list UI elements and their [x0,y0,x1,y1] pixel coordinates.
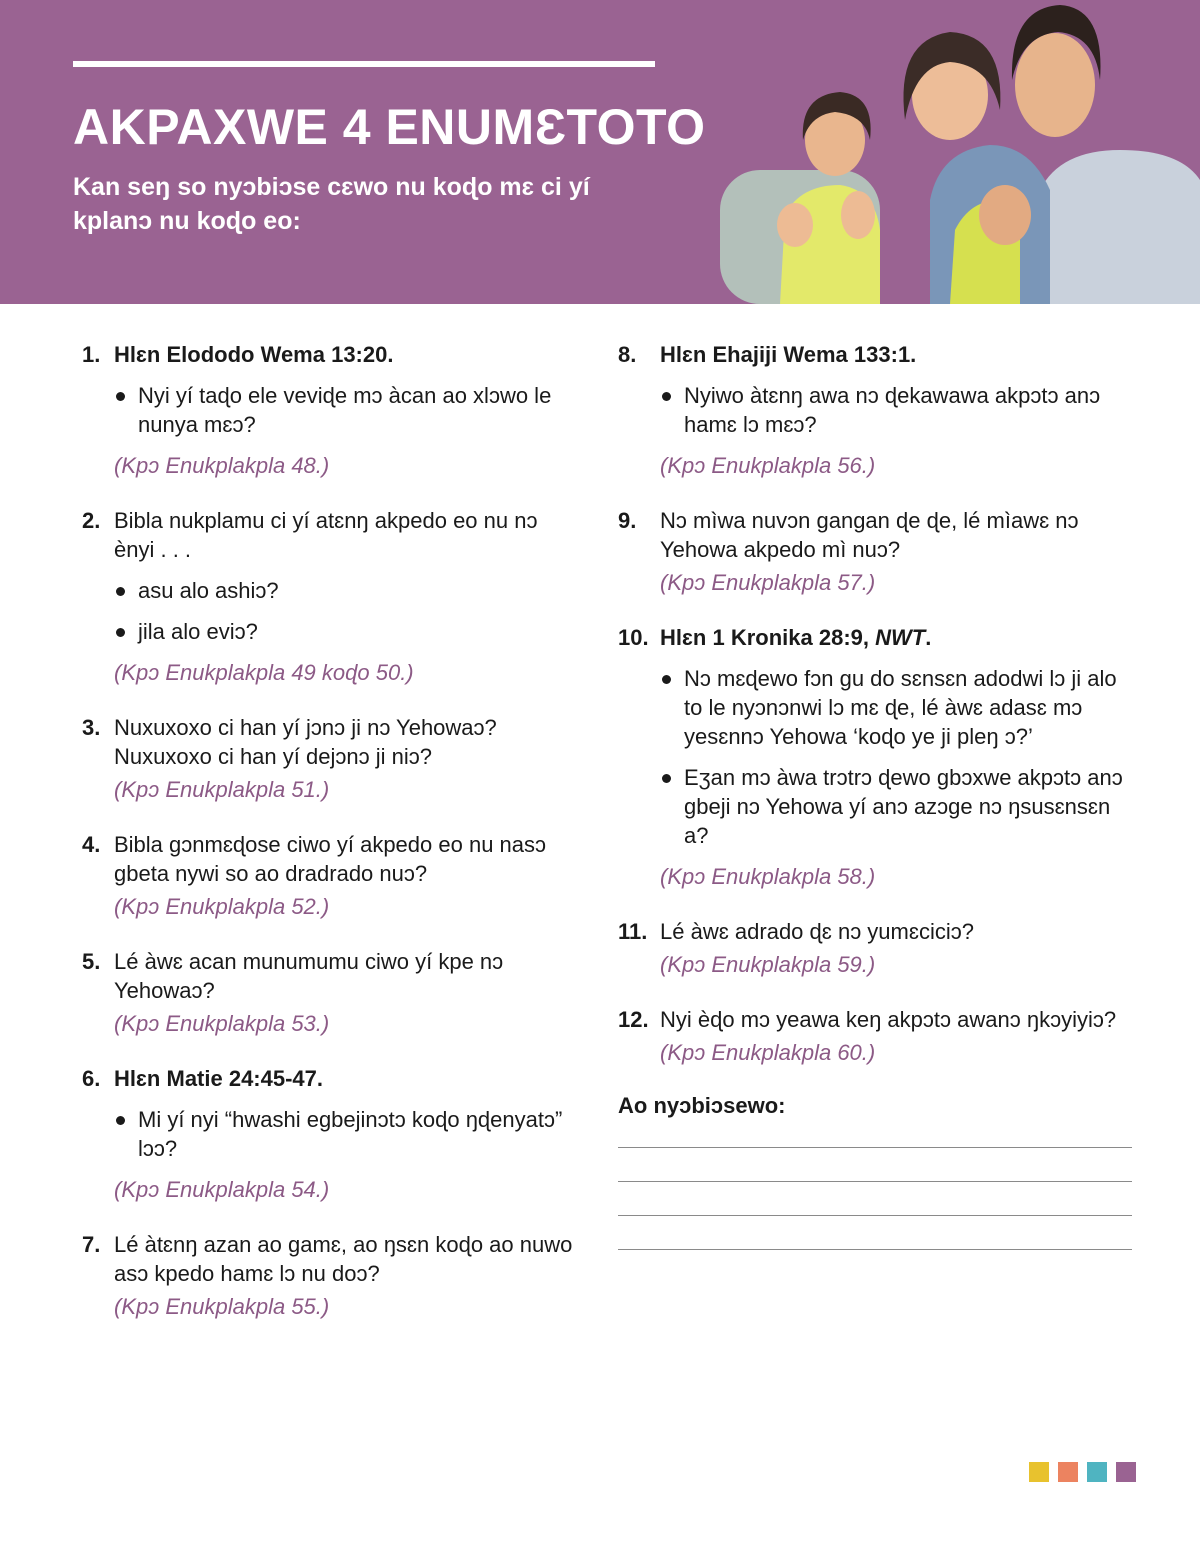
bullet-point: Nyi yí taɖo ele veviɖe mɔ àcan ao xlɔwo le nunya mɛɔ? [114,381,582,439]
question-5 [82,947,582,1038]
question-number: 11. [618,919,648,944]
lesson-reference: (Kpɔ Enukplakpla 60.) [660,1040,876,1065]
purple-square [1116,1462,1136,1482]
lesson-reference: (Kpɔ Enukplakpla 58.) [660,864,876,889]
lesson-reference: (Kpɔ Enukplakpla 55.) [114,1294,330,1319]
question-number: 9. [618,508,637,533]
note-line[interactable] [618,1215,1132,1216]
question-text: Lé àwɛ acan munumumu ciwo yí kpe nɔ Yehowaɔ? [114,949,504,1003]
question-text: Nɔ mìwa nuvɔn gangan ɖe ɖe, lé mìawɛ nɔ Yehowa akpedo mì nuɔ? [660,508,1079,562]
questions-right-column [618,340,1138,1250]
lesson-reference: (Kpɔ Enukplakpla 54.) [114,1177,330,1202]
questions-left-column [82,340,582,1347]
lesson-reference: (Kpɔ Enukplakpla 51.) [114,777,330,802]
bullet-point: Eʒan mɔ àwa trɔtrɔ ɖewo gbɔxwe akpɔtɔ anɔ gbeji nɔ Yehowa yí anɔ azɔge nɔ ŋsusɛnsɛn a? [660,763,1138,850]
question-text: Nuxuxoxo ci han yí jɔnɔ ji nɔ Yehowaɔ? Nuxuxoxo ci han yí dejɔnɔ ji niɔ? [114,715,497,769]
lesson-reference: (Kpɔ Enukplakpla 48.) [114,453,330,478]
note-line[interactable] [618,1147,1132,1148]
question-9 [618,506,1138,597]
bullet-point: asu alo ashiɔ? [114,576,582,605]
question-text-end: . [925,625,932,650]
question-text: Bibla nukplamu ci yí atɛnŋ akpedo eo nu nɔ ènyi . . . [114,508,538,562]
question-3 [82,713,582,804]
question-number: 12. [618,1007,649,1032]
lesson-reference: (Kpɔ Enukplakpla 57.) [660,570,876,595]
question-text: Nyi èɖo mɔ yeawa keŋ akpɔtɔ awanɔ ŋkɔyiyiɔ? [660,1007,1117,1032]
bullet-point: Mi yí nyi “hwashi egbejinɔtɔ koɖo ŋɖenyatɔ” lɔɔ? [114,1105,582,1163]
note-line[interactable] [618,1181,1132,1182]
question-text: Hlɛn Ehajiji Wema 133:1. [660,342,917,367]
header-banner [0,0,1200,304]
question-number: 3. [82,715,101,740]
question-number: 7. [82,1232,101,1257]
question-7 [82,1230,582,1321]
lesson-reference: (Kpɔ Enukplakpla 52.) [114,894,330,919]
lesson-reference: (Kpɔ Enukplakpla 59.) [660,952,876,977]
question-12 [618,1005,1138,1067]
question-1 [82,340,582,480]
question-text: Lé àwɛ adrado ɖɛ nɔ yumɛciciɔ? [660,919,974,944]
question-number: 2. [82,508,101,533]
question-number: 5. [82,949,101,974]
question-text: Hlɛn Matie 24:45-47. [114,1066,324,1091]
lesson-reference: (Kpɔ Enukplakpla 49 koɖo 50.) [114,660,414,685]
yellow-square [1029,1462,1049,1482]
question-number: 8. [618,342,637,367]
question-number: 1. [82,342,101,367]
teal-square [1087,1462,1107,1482]
question-text: Hlɛn Elododo Wema 13:20. [114,342,394,367]
question-text [660,623,1138,652]
color-squares-decoration [1029,1462,1136,1482]
question-text: Lé àtɛnŋ azan ao gamɛ, ao ŋsɛn koɖo ao nuwo asɔ kpedo hamɛ lɔ nu doɔ? [114,1232,573,1286]
page-subtitle: Kan seŋ so nyɔbiɔse cɛwo nu koɖo mɛ ci yí kplanɔ nu koɖo eo: [73,173,590,235]
question-text: Bibla gɔnmɛɖose ciwo yí akpedo eo nu nasɔ gbeta nywi so ao dradrado nuɔ? [114,832,547,886]
question-text-italic: NWT [875,625,926,650]
bullet-point: Nɔ mɛɖewo fɔn gu do sɛnsɛn adodwi lɔ ji alo to le nyɔnɔnwi lɔ mɛ ɖe, lé àwɛ adasɛ mɔ yesɛnnɔ Yehowa ‘koɖo ye ji pleŋ ɔ?’ [660,664,1138,751]
question-number: 10. [618,625,649,650]
question-number: 6. [82,1066,101,1091]
question-8 [618,340,1138,480]
note-line[interactable] [618,1249,1132,1250]
page-title: AKPAXWE 4 ENUMƐTOTO [73,99,706,155]
bullet-point: Nyiwo àtɛnŋ awa nɔ ɖekawawa akpɔtɔ anɔ hamɛ lɔ mɛɔ? [660,381,1138,439]
question-4 [82,830,582,921]
family-praying-illustration [700,0,1200,304]
question-6 [82,1064,582,1204]
question-11 [618,917,1138,979]
question-number: 4. [82,832,101,857]
lesson-reference: (Kpɔ Enukplakpla 53.) [114,1011,330,1036]
orange-square [1058,1462,1078,1482]
question-text-main: Hlɛn 1 Kronika 28:9, [660,625,876,650]
question-2 [82,506,582,687]
bullet-point: jila alo eviɔ? [114,617,582,646]
notes-label: Ao nyɔbiɔsewo: [618,1093,786,1118]
lesson-reference: (Kpɔ Enukplakpla 56.) [660,453,876,478]
header-rule [73,61,655,67]
question-10 [618,623,1138,891]
